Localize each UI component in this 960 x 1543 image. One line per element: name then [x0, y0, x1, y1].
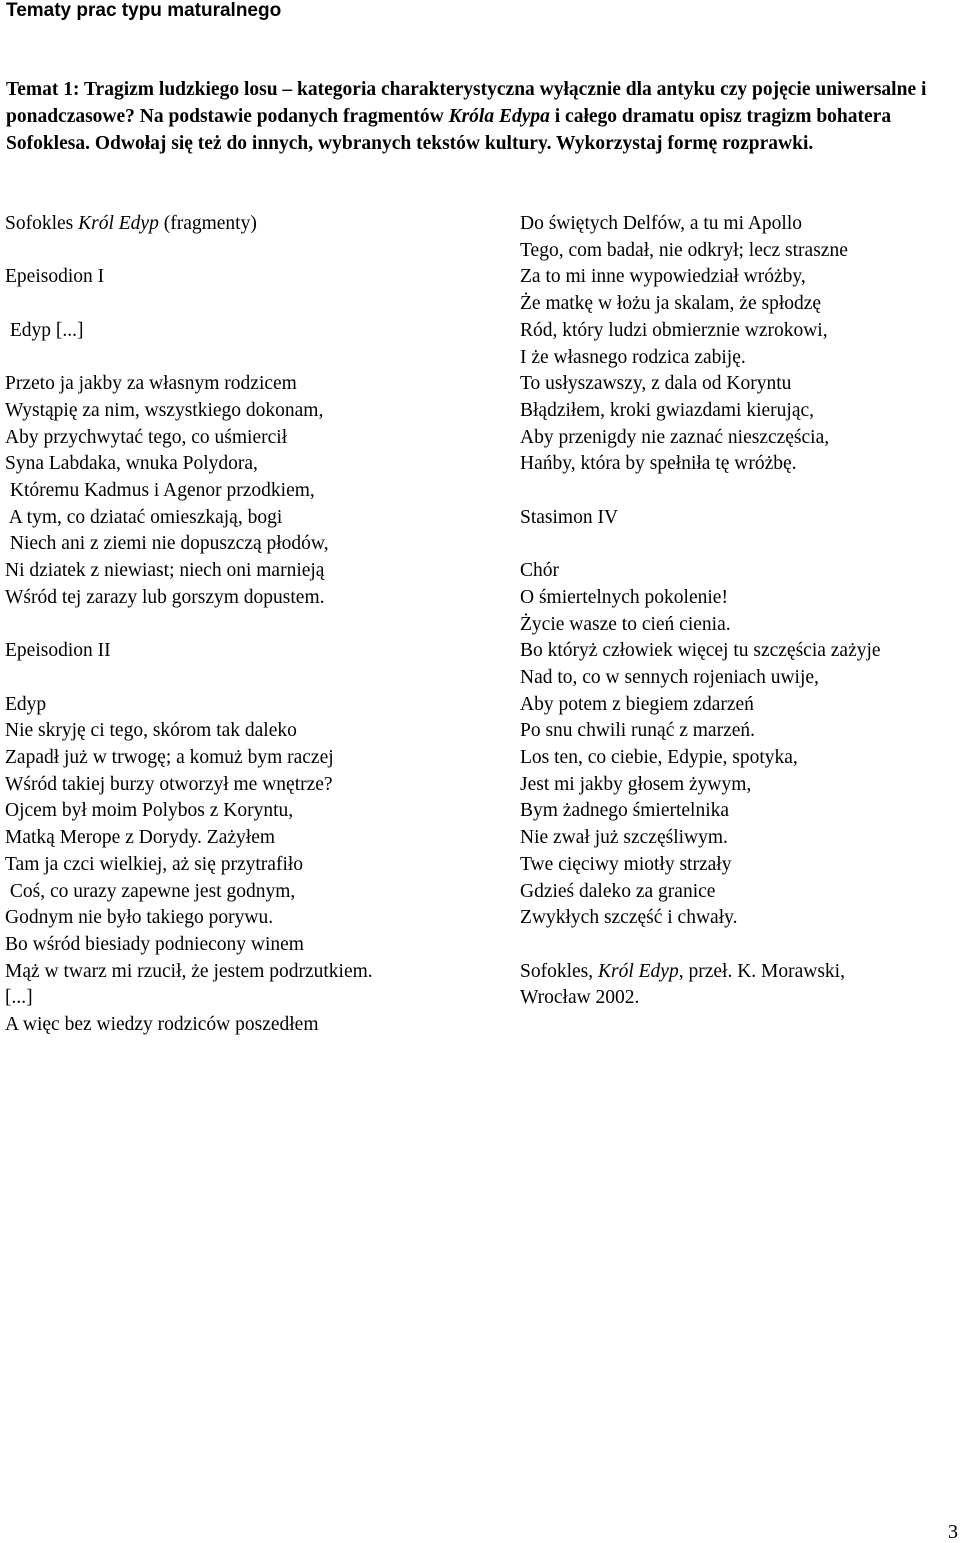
source-note: (fragmenty): [158, 213, 257, 234]
right-column: [520, 211, 956, 1012]
verse-line: Życie wasze to cień cienia.: [520, 613, 731, 635]
essay-topic: [6, 76, 951, 157]
citation-translator: , przeł. K. Morawski,: [678, 960, 845, 982]
verse-line: Zwykłych szczęść i chwały.: [520, 907, 738, 929]
verse-line: Po snu chwili runąć z marzeń.: [520, 720, 756, 742]
verse-line: Do świętych Delfów, a tu mi Apollo: [520, 213, 802, 234]
section-heading-stasimon-4: Stasimon IV: [520, 506, 619, 528]
verse-line: Błądziłem, kroki gwiazdami kierując,: [520, 399, 815, 421]
verse-line: Hańby, która by spełniła tę wróżbę.: [520, 453, 797, 475]
topic-text-part1: Temat 1: Tragizm ludzkiego losu – kategoria charakterystyczna wyłącznie dla antyku czy pojęcie uniwersalne i ponadczasowe? Na podstawie podanych fragmentów: [6, 79, 927, 127]
verse-line: Jest mi jakby głosem żywym,: [520, 773, 752, 795]
section-heading-epeisodion-2: Epeisodion II: [5, 640, 111, 662]
verse-line: Aby przenigdy nie zaznać nieszczęścia,: [520, 426, 830, 448]
verse-line: Bo któryż człowiek więcej tu szczęścia zażyje: [520, 640, 881, 662]
verse-line: Wśród tej zarazy lub gorszym dopustem.: [5, 586, 325, 608]
verse-line: Wśród takiej burzy otworzył me wnętrze?: [5, 773, 333, 795]
verse-line: Ojcem był moim Polybos z Koryntu,: [5, 800, 294, 822]
verse-line: Któremu Kadmus i Agenor przodkiem,: [5, 480, 315, 502]
citation-author: Sofokles,: [520, 960, 598, 982]
verse-line: Gdzieś daleko za granice: [520, 880, 716, 902]
source-title: Król Edyp: [78, 213, 159, 234]
verse-line: Przeto ja jakby za własnym rodzicem: [5, 373, 297, 395]
section-heading-epeisodion-1: Epeisodion I: [5, 266, 105, 288]
verse-line: Twe cięciwy miotły strzały: [520, 853, 732, 875]
verse-line: Że matkę w łożu ja skalam, że spłodzę: [520, 293, 822, 315]
speaker-edyp-2: Edyp: [5, 693, 47, 715]
verse-line: Aby potem z biegiem zdarzeń: [520, 693, 754, 715]
verse-line: A więc bez wiedzy rodziców poszedłem: [5, 1014, 319, 1036]
citation-line-2: Wrocław 2002.: [520, 987, 640, 1009]
page-header: Tematy prac typu maturalnego: [6, 0, 282, 21]
verse-line: Godnym nie było takiego porywu.: [5, 907, 274, 929]
citation-line-1: [520, 959, 956, 986]
verse-line: Za to mi inne wypowiedział wróżby,: [520, 266, 806, 288]
verse-line: To usłyszawszy, z dala od Koryntu: [520, 373, 792, 395]
verse-line: [...]: [5, 987, 33, 1009]
verse-line: Aby przychwytać tego, co uśmiercił: [5, 426, 288, 448]
verse-line: Matką Merope z Dorydy. Zażyłem: [5, 827, 276, 849]
verse-line: Coś, co urazy zapewne jest godnym,: [5, 880, 296, 902]
verse-line: Zapadł już w trwogę; a komuż bym raczej: [5, 747, 334, 769]
verse-line: Nie skryję ci tego, skórom tak daleko: [5, 720, 297, 742]
verse-line: Wystąpię za nim, wszystkiego dokonam,: [5, 399, 324, 421]
speaker-chorus: Chór: [520, 560, 559, 582]
verse-line: Ni dziatek z niewiast; niech oni marnieją: [5, 560, 325, 582]
verse-line: Syna Labdaka, wnuka Polydora,: [5, 453, 258, 475]
page-number: 3: [948, 1521, 958, 1543]
verse-line: Bym żadnego śmiertelnika: [520, 800, 730, 822]
verse-line: Ród, który ludzi obmierznie wzrokowi,: [520, 319, 828, 341]
source-author: Sofokles: [5, 213, 79, 234]
verse-line: Los ten, co ciebie, Edypie, spotyka,: [520, 747, 798, 769]
verse-line: Tam ja czci wielkiej, aż się przytrafiło: [5, 853, 304, 875]
source-line: [5, 211, 485, 238]
verse-line: Mąż w twarz mi rzucił, że jestem podrzutkiem.: [5, 960, 373, 982]
verse-line: Niech ani z ziemi nie dopuszczą płodów,: [5, 533, 329, 555]
speaker-edyp-1: Edyp [...]: [5, 319, 84, 341]
left-column: [5, 211, 485, 1039]
verse-line: A tym, co dziatać omieszkają, bogi: [5, 506, 283, 528]
verse-line: O śmiertelnych pokolenie!: [520, 586, 728, 608]
verse-line: Bo wśród biesiady podniecony winem: [5, 933, 304, 955]
verse-line: I że własnego rodzica zabiję.: [520, 346, 746, 368]
topic-text-part2: i całego dramatu opisz tragizm bohatera Sofoklesa. Odwołaj się też do innych, wybranych tekstów kultury. Wykorzystaj formę rozprawki.: [6, 106, 892, 154]
topic-title-italic: Króla Edypa: [448, 106, 550, 127]
verse-line: Nie zwał już szczęśliwym.: [520, 827, 728, 849]
verse-line: Tego, com badał, nie odkrył; lecz straszne: [520, 239, 848, 261]
citation-title: Król Edyp: [598, 960, 679, 982]
verse-line: Nad to, co w sennych rojeniach uwije,: [520, 666, 819, 688]
